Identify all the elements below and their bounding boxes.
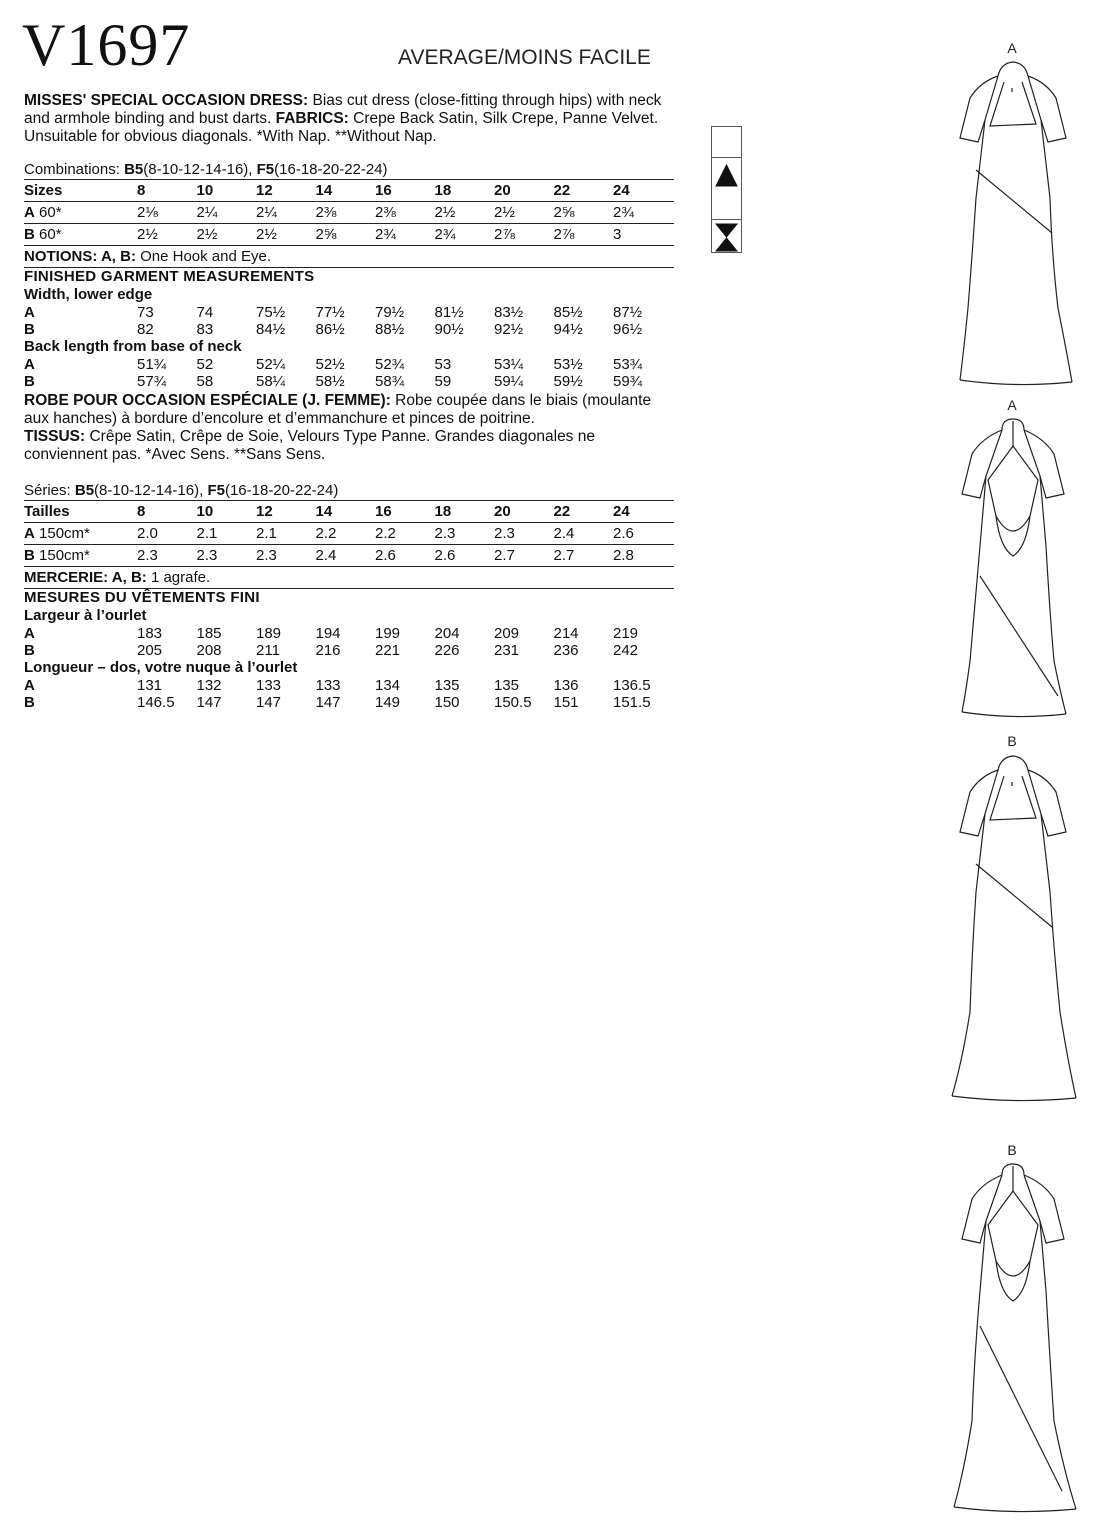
length-row-view: A — [24, 676, 35, 694]
width-label: Width, lower edge — [24, 286, 153, 303]
length-row-view: B — [24, 693, 35, 711]
notions-row — [24, 567, 674, 589]
width-value: 77½ — [315, 304, 345, 321]
yardage-value: 2.0 — [137, 525, 158, 542]
size-header: 14 — [315, 503, 333, 520]
yardage-value: 2.3 — [494, 525, 515, 542]
pattern-number: V1697 — [22, 12, 191, 78]
fabric-width: 60* — [39, 204, 62, 221]
yardage-value: 2.8 — [613, 547, 634, 564]
yardage-value: 2⅝ — [553, 204, 575, 221]
notions-text: One Hook and Eye. — [135, 248, 272, 265]
description-title-en: MISSES' SPECIAL OCCASION DRESS: — [24, 92, 309, 109]
yardage-value: 2.3 — [434, 525, 456, 542]
length-value: 59 — [434, 373, 452, 390]
width-value: 236 — [553, 642, 579, 659]
yardage-value: 2⅝ — [315, 226, 337, 243]
width-value: 74 — [196, 304, 214, 321]
combinations-fr: Séries: B5(8-10-12-14-16), F5(16-18-20-22-24) — [24, 482, 339, 499]
width-value: 211 — [256, 642, 280, 659]
yardage-value: 2.3 — [137, 547, 158, 564]
width-value: 87½ — [613, 304, 643, 321]
description-text-en: Bias cut dress (close-fitting through hips) with neck and armhole binding and bust darts. — [24, 92, 662, 127]
length-value: 135 — [494, 677, 520, 694]
yardage-table-fr — [24, 500, 674, 711]
width-value: 82 — [137, 321, 154, 338]
yardage-value: 2.6 — [434, 547, 456, 564]
yardage-row — [24, 523, 674, 545]
width-value: 214 — [553, 625, 579, 642]
notions-text: 1 agrafe. — [146, 569, 211, 586]
length-value: 135 — [434, 677, 460, 694]
width-value: 81½ — [434, 304, 464, 321]
yardage-value: 2½ — [137, 226, 158, 243]
fabric-width: 150cm* — [39, 525, 90, 542]
length-row-view: B — [24, 372, 35, 390]
yardage-value: 2¼ — [196, 204, 218, 221]
dress-a-back-drawing — [940, 416, 1090, 726]
yardage-value: 2.7 — [494, 547, 515, 564]
view-letter: A — [24, 204, 35, 221]
length-value: 52 — [196, 356, 214, 373]
yardage-row — [24, 202, 674, 224]
length-row — [24, 373, 674, 390]
length-value: 151.5 — [613, 694, 651, 711]
dress-b-front-drawing — [940, 752, 1090, 1102]
width-row-view: A — [24, 303, 35, 321]
length-value: 150.5 — [494, 694, 532, 711]
width-value: 189 — [256, 625, 282, 642]
view-letter: B — [24, 226, 35, 243]
difficulty-level: AVERAGE/MOINS FACILE — [398, 46, 651, 69]
yardage-value: 2½ — [494, 204, 515, 221]
yardage-value: 2¾ — [434, 226, 456, 243]
yardage-value: 2.7 — [553, 547, 575, 564]
length-value: 57¾ — [137, 373, 167, 390]
size-header: 24 — [613, 503, 630, 520]
width-value: 231 — [494, 642, 520, 659]
length-value: 136.5 — [613, 677, 651, 694]
size-header: 18 — [434, 503, 452, 520]
yardage-value: 2½ — [434, 204, 456, 221]
description-text-fr: Robe coupée dans le biais (moulante aux hanches) à bordure d’encolure et d’emmanchure et pinces de poitrine. — [24, 392, 652, 427]
width-value: 96½ — [613, 321, 643, 338]
pattern-info — [24, 92, 674, 711]
fabrics-text-en: Crepe Back Satin, Silk Crepe, Panne Velvet. Unsuitable for obvious diagonals. *With Nap. **Without Nap. — [24, 110, 659, 145]
width-value: 185 — [196, 625, 222, 642]
yardage-row — [24, 545, 674, 567]
length-value: 147 — [196, 694, 222, 711]
width-row — [24, 625, 674, 642]
size-header: 14 — [315, 182, 333, 199]
width-row — [24, 321, 674, 338]
length-value: 134 — [375, 677, 401, 694]
yardage-value: 2⅞ — [494, 226, 515, 243]
yardage-table-en — [24, 179, 674, 390]
size-header: 12 — [256, 503, 273, 520]
size-header: 18 — [434, 182, 452, 199]
french-section — [24, 392, 674, 711]
view-letter: A — [24, 525, 35, 542]
length-value: 59½ — [553, 373, 583, 390]
fabrics-text-fr: Crêpe Satin, Crêpe de Soie, Velours Type Panne. Grandes diagonales ne conviennent pas. *Avec Sens. **Sans Sens. — [24, 428, 595, 463]
width-value: 205 — [137, 642, 163, 659]
width-value: 75½ — [256, 304, 286, 321]
dress-b-back-drawing — [940, 1161, 1090, 1516]
width-value: 194 — [315, 625, 341, 642]
yardage-value: 2.4 — [553, 525, 575, 542]
width-value: 242 — [613, 642, 639, 659]
length-value: 133 — [315, 677, 341, 694]
length-value: 53¾ — [613, 356, 643, 373]
size-header: 22 — [553, 182, 571, 199]
fabric-width: 60* — [39, 226, 62, 243]
length-label: Back length from base of neck — [24, 338, 242, 355]
length-value: 147 — [315, 694, 341, 711]
yardage-value: 2.2 — [375, 525, 396, 542]
yardage-value: 2½ — [196, 226, 218, 243]
size-header: 20 — [494, 182, 511, 199]
width-value: 216 — [315, 642, 341, 659]
fabrics-label-en: FABRICS: — [275, 110, 349, 127]
yardage-value: 2⅛ — [137, 204, 158, 221]
length-value: 59¼ — [494, 373, 524, 390]
length-value: 52½ — [315, 356, 345, 373]
sizes-label: Sizes — [24, 182, 63, 199]
notions-label: MERCERIE: A, B: — [24, 569, 147, 586]
length-value: 58¾ — [375, 373, 405, 390]
measurements-title: FINISHED GARMENT MEASUREMENTS — [24, 268, 315, 285]
yardage-value: 2¾ — [375, 226, 396, 243]
length-value: 149 — [375, 694, 401, 711]
width-value: 219 — [613, 625, 639, 642]
yardage-value: 2⅞ — [553, 226, 575, 243]
length-value: 146.5 — [137, 694, 175, 711]
drawing-label-a-front: A — [1007, 40, 1017, 56]
yardage-value: 2⅜ — [375, 204, 396, 221]
description-fr — [24, 392, 674, 464]
description-en — [24, 92, 674, 146]
yardage-row-label — [24, 226, 137, 243]
size-header: 8 — [137, 182, 146, 199]
triangle-up-icon — [712, 160, 741, 200]
width-value: 90½ — [434, 321, 464, 338]
length-value: 53¼ — [494, 356, 524, 373]
yardage-value: 2.4 — [315, 547, 337, 564]
width-value: 85½ — [553, 304, 583, 321]
fabrics-label-fr: TISSUS: — [24, 428, 86, 445]
width-row-view: B — [24, 641, 35, 659]
drawing-label-b-back: B — [1007, 1142, 1017, 1158]
width-value: 83 — [196, 321, 214, 338]
notions-label: NOTIONS: A, B: — [24, 248, 136, 265]
length-value: 51¾ — [137, 356, 167, 373]
sizes-header-row — [24, 179, 674, 202]
width-value: 204 — [434, 625, 460, 642]
length-value: 131 — [137, 677, 163, 694]
width-value: 84½ — [256, 321, 286, 338]
width-value: 199 — [375, 625, 401, 642]
fabric-width: 150cm* — [39, 547, 90, 564]
length-value: 133 — [256, 677, 282, 694]
size-header: 12 — [256, 182, 273, 199]
width-value: 83½ — [494, 304, 524, 321]
drawing-label-a-back: A — [1007, 397, 1017, 413]
length-value: 132 — [196, 677, 222, 694]
width-value: 183 — [137, 625, 163, 642]
size-header: 10 — [196, 182, 214, 199]
sizes-label: Tailles — [24, 503, 70, 520]
width-row — [24, 642, 674, 659]
size-header: 22 — [553, 503, 571, 520]
sizes-header-row — [24, 500, 674, 523]
nap-symbol-box — [711, 126, 742, 253]
length-row-view: A — [24, 355, 35, 373]
yardage-value: 2½ — [256, 226, 277, 243]
size-header: 16 — [375, 503, 392, 520]
yardage-row-label — [24, 204, 137, 221]
length-value: 52¾ — [375, 356, 405, 373]
description-title-fr: ROBE POUR OCCASION ESPÉCIALE (J. FEMME): — [24, 392, 391, 409]
drawing-label-b-front: B — [1007, 733, 1017, 749]
width-value: 79½ — [375, 304, 405, 321]
combinations-en: Combinations: B5(8-10-12-14-16), F5(16-18-20-22-24) — [24, 161, 388, 178]
width-value: 209 — [494, 625, 520, 642]
length-row — [24, 677, 674, 694]
yardage-value: 2.6 — [613, 525, 634, 542]
length-value: 52¼ — [256, 356, 286, 373]
yardage-value: 2⅜ — [315, 204, 337, 221]
yardage-value: 2.6 — [375, 547, 396, 564]
length-row — [24, 694, 674, 711]
yardage-row-label — [24, 525, 137, 542]
length-label: Longueur – dos, votre nuque à l’ourlet — [24, 659, 298, 676]
yardage-value: 2.3 — [256, 547, 277, 564]
yardage-value: 3 — [613, 226, 622, 243]
length-value: 59¾ — [613, 373, 643, 390]
width-row — [24, 304, 674, 321]
width-row-view: A — [24, 624, 35, 642]
width-value: 226 — [434, 642, 460, 659]
width-label: Largeur à l’ourlet — [24, 607, 147, 624]
yardage-value: 2.1 — [196, 525, 218, 542]
width-value: 94½ — [553, 321, 583, 338]
length-value: 58¼ — [256, 373, 286, 390]
width-value: 73 — [137, 304, 154, 321]
length-value: 151 — [553, 694, 579, 711]
width-value: 92½ — [494, 321, 524, 338]
length-value: 53½ — [553, 356, 583, 373]
length-value: 53 — [434, 356, 452, 373]
length-value: 58 — [196, 373, 214, 390]
yardage-value: 2¾ — [613, 204, 634, 221]
width-value: 86½ — [315, 321, 345, 338]
notions-row — [24, 246, 674, 268]
size-header: 8 — [137, 503, 146, 520]
hourglass-icon — [712, 221, 741, 255]
size-header: 24 — [613, 182, 630, 199]
yardage-value: 2.3 — [196, 547, 218, 564]
yardage-row-label — [24, 547, 137, 564]
width-value: 88½ — [375, 321, 405, 338]
width-value: 221 — [375, 642, 401, 659]
length-value: 136 — [553, 677, 579, 694]
measurements-title: MESURES DU VÊTEMENTS FINI — [24, 589, 260, 606]
length-value: 58½ — [315, 373, 345, 390]
dress-a-front-drawing — [940, 58, 1090, 388]
width-value: 208 — [196, 642, 222, 659]
yardage-row — [24, 224, 674, 246]
yardage-value: 2.2 — [315, 525, 337, 542]
width-row-view: B — [24, 320, 35, 338]
size-header: 10 — [196, 503, 214, 520]
length-value: 150 — [434, 694, 460, 711]
size-header: 16 — [375, 182, 392, 199]
yardage-value: 2.1 — [256, 525, 277, 542]
length-row — [24, 356, 674, 373]
size-header: 20 — [494, 503, 511, 520]
yardage-value: 2¼ — [256, 204, 277, 221]
length-value: 147 — [256, 694, 282, 711]
view-letter: B — [24, 547, 35, 564]
